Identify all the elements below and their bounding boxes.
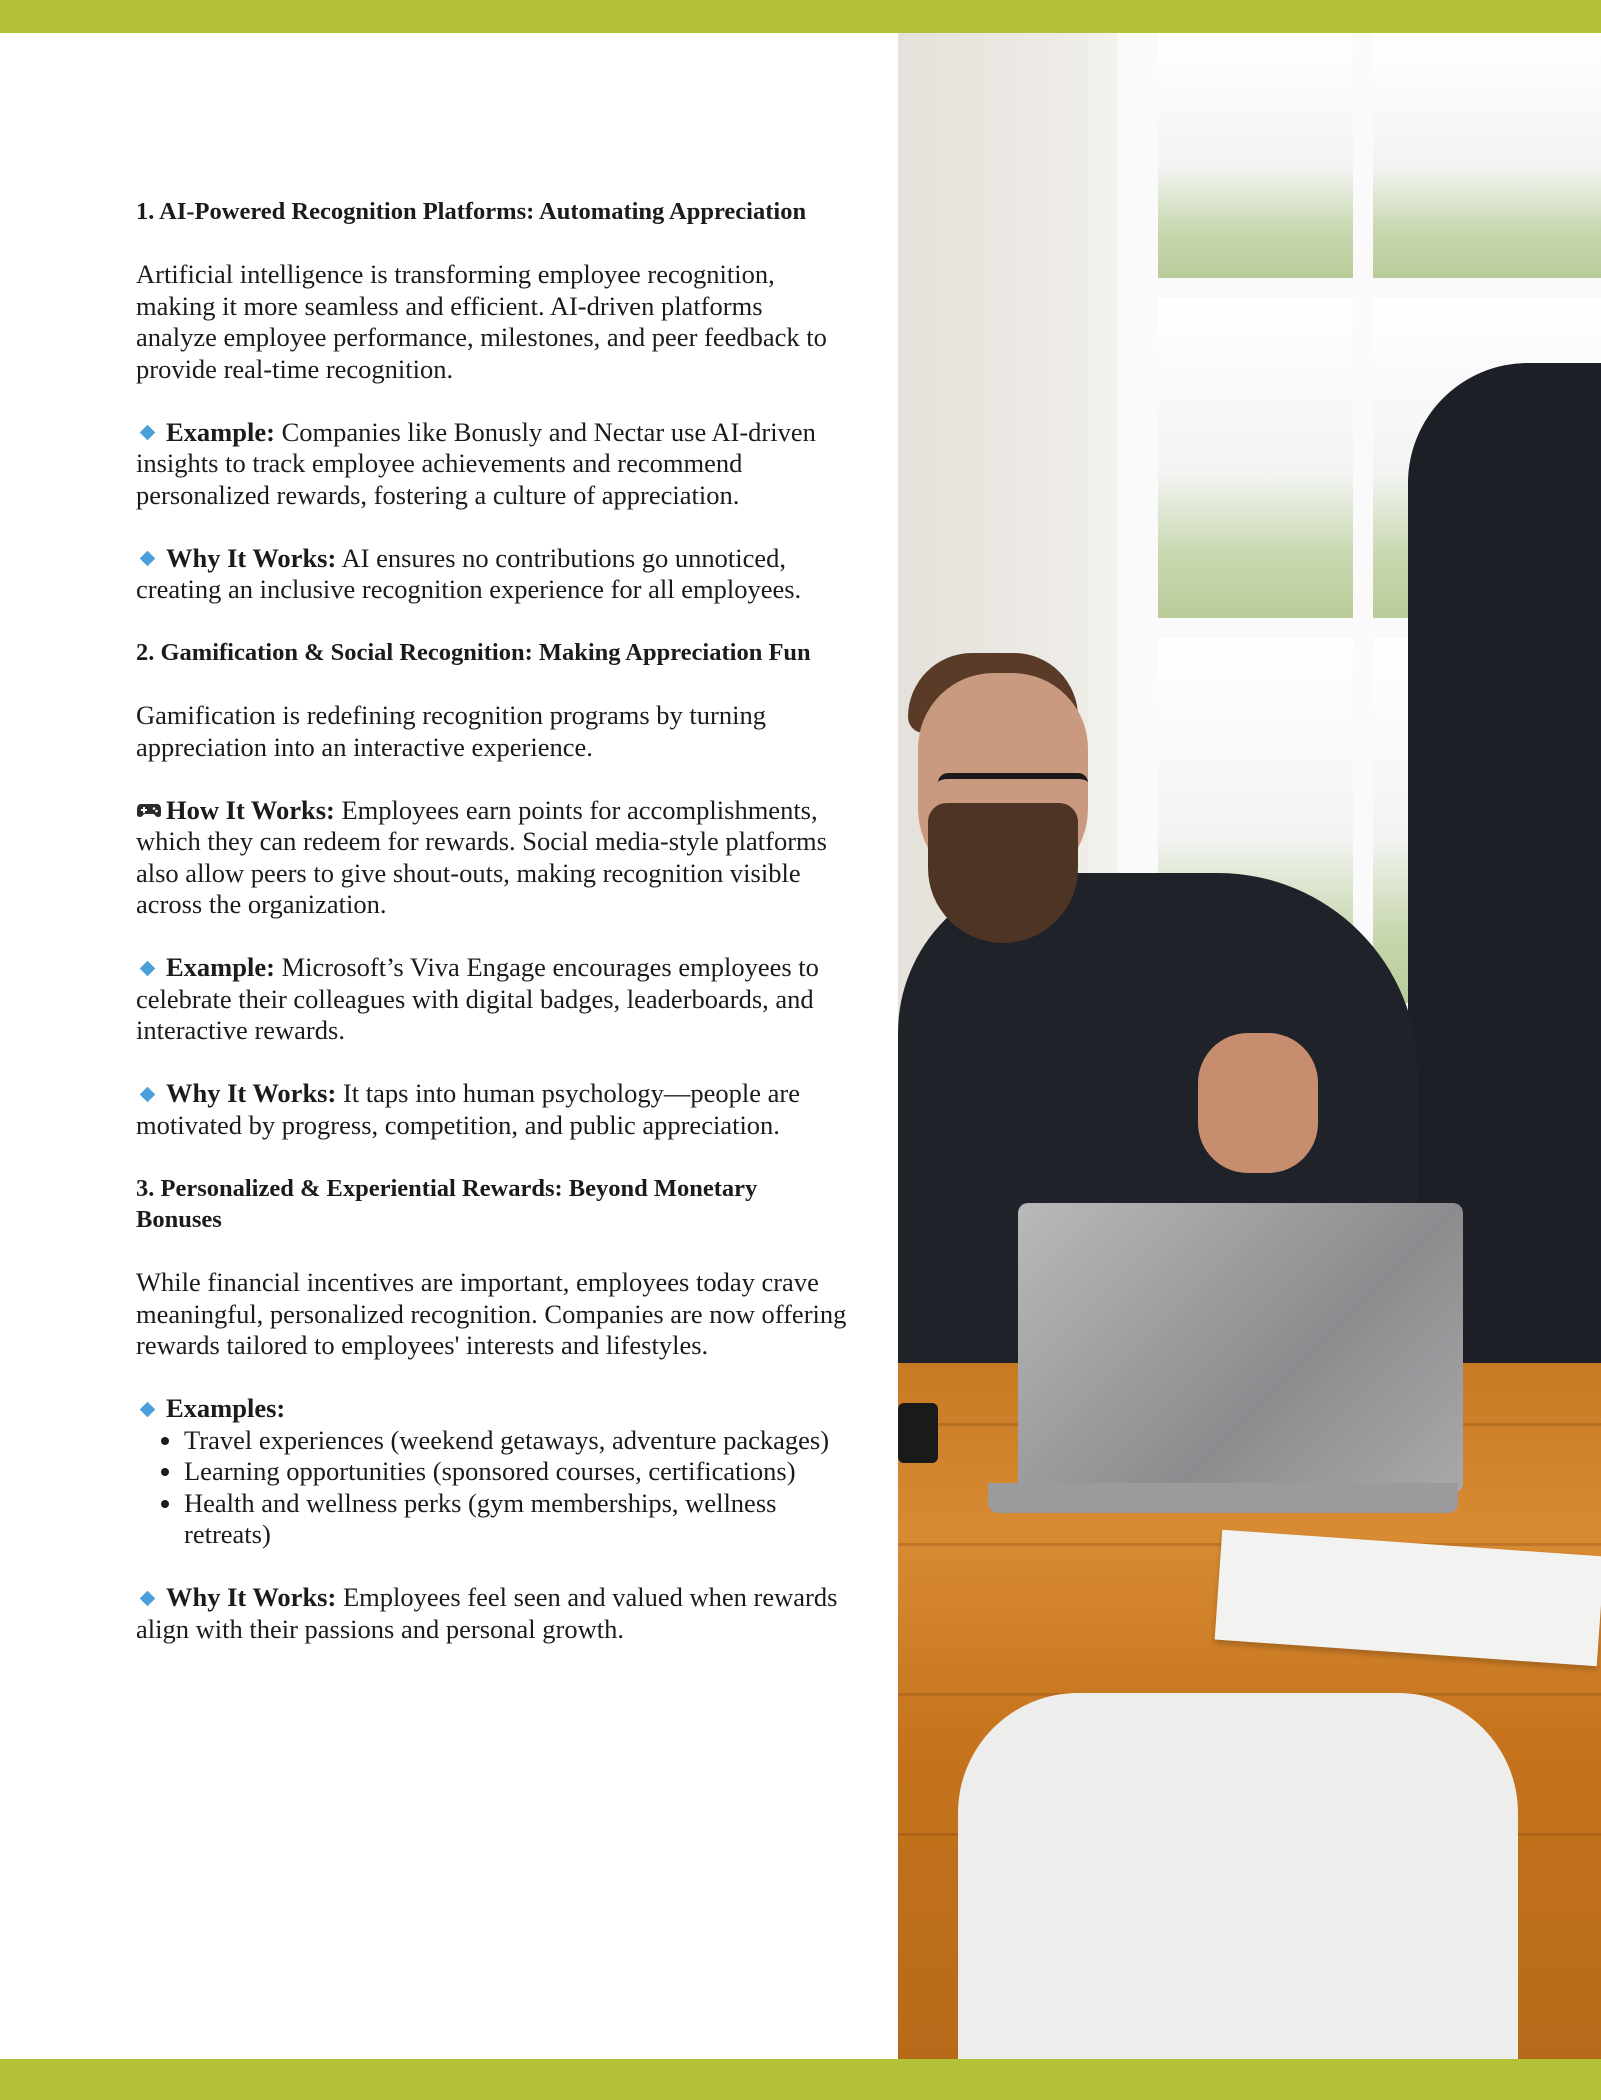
point-text: It taps into human psychology—people are motivated by progress, competition, and public appreciation. [136, 1078, 800, 1140]
examples-label-line [136, 1393, 848, 1425]
photo-laptop-base [988, 1483, 1458, 1513]
why-it-works-point [136, 1582, 848, 1645]
point-text: Employees earn points for accomplishments, which they can redeem for rewards. Social media-style platforms also allow peers to give shout-outs, making recognition visible across the organization. [136, 794, 827, 919]
example-point [136, 417, 848, 512]
examples-list [136, 1425, 848, 1551]
why-it-works-point [136, 1078, 848, 1141]
photo-chair [958, 1693, 1518, 2059]
photo-phone [898, 1403, 938, 1463]
examples-label: Examples: [166, 1393, 286, 1423]
point-label: How It Works: [166, 794, 335, 825]
point-text: AI ensures no contributions go unnoticed, creating an inclusive recognition experience for all employees. [136, 542, 802, 604]
diamond-icon [140, 961, 156, 977]
point-label: Why It Works: [166, 542, 337, 573]
photo-laptop [1018, 1203, 1463, 1493]
gamepad-icon [136, 802, 162, 818]
point-label: Example: [166, 416, 275, 447]
section-intro: Artificial intelligence is transforming employee recognition, making it more seamless and efficient. AI-driven platforms analyze employee performance, milestones, and peer feedback to provide real-time recognition. [136, 259, 827, 384]
bottom-accent-band [0, 2059, 1601, 2100]
how-it-works-point [136, 795, 848, 921]
list-item: • Travel experiences (weekend getaways, adventure packages) [184, 1425, 848, 1457]
office-meeting-photo [898, 33, 1601, 2059]
article-body [136, 196, 848, 1645]
why-it-works-point [136, 543, 848, 606]
top-accent-band [0, 0, 1601, 33]
diamond-icon [140, 425, 156, 441]
diamond-icon [140, 1591, 156, 1607]
point-text: Employees feel seen and valued when rewards align with their passions and personal growth. [136, 1582, 838, 1644]
point-text: Companies like Bonusly and Nectar use AI-driven insights to track employee achievements and recommend personalized rewards, fostering a culture of appreciation. [136, 416, 816, 510]
section-intro: Gamification is redefining recognition programs by turning appreciation into an interactive experience. [136, 700, 766, 762]
list-item: • Learning opportunities (sponsored courses, certifications) [184, 1456, 848, 1488]
section-intro: While financial incentives are important, employees today crave meaningful, personalized recognition. Companies are now offering rewards tailored to employees' interests and lifestyles. [136, 1267, 847, 1360]
photo-hands [1198, 1033, 1318, 1173]
point-label: Example: [166, 952, 275, 982]
section-heading: 2. Gamification & Social Recognition: Making Appreciation Fun [136, 639, 811, 666]
point-text: Microsoft’s Viva Engage encourages employees to celebrate their colleagues with digital badges, leaderboards, and interactive rewards. [136, 952, 819, 1045]
point-label: Why It Works: [166, 1582, 337, 1612]
example-point [136, 952, 848, 1047]
list-item: • Health and wellness perks (gym memberships, wellness retreats) [184, 1488, 848, 1551]
section-heading: 1. AI-Powered Recognition Platforms: Automating Appreciation [136, 198, 807, 225]
diamond-icon [140, 551, 156, 567]
point-label: Why It Works: [166, 1078, 337, 1108]
diamond-icon [140, 1402, 156, 1418]
section-heading: 3. Personalized & Experiential Rewards: Beyond Monetary Bonuses [136, 1174, 758, 1233]
photo-glasses [938, 773, 1088, 819]
diamond-icon [140, 1087, 156, 1103]
